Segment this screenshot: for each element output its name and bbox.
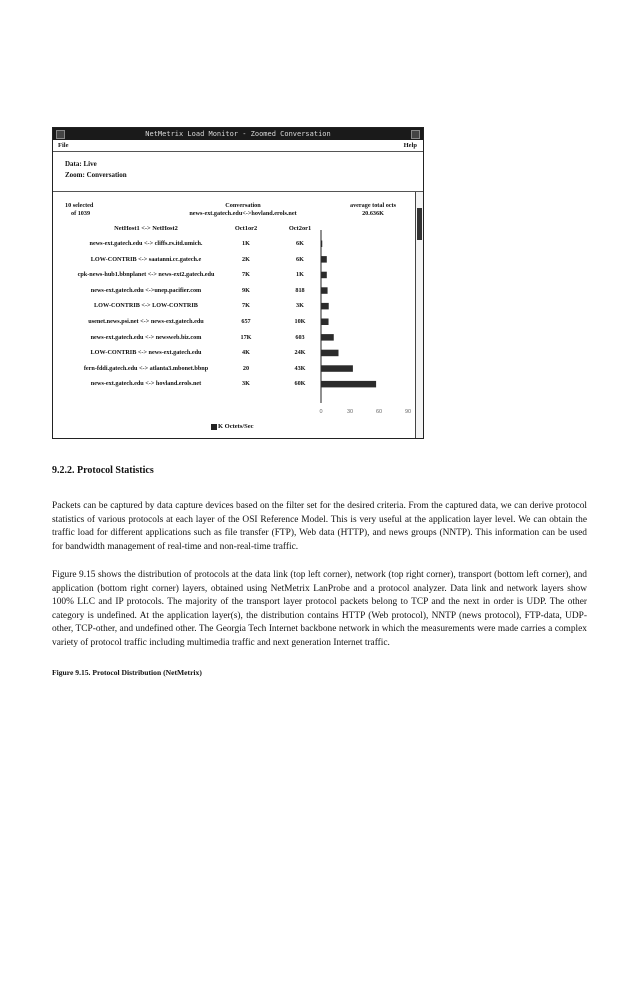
- host-pair: LOW-CONTRIB <-> news-ext.gatech.edu: [90, 349, 202, 357]
- host-pair: usenet.news.psi.net <-> news-ext.gatech.edu: [88, 318, 204, 325]
- oct1-value: 9K: [242, 286, 250, 294]
- oct2-value: 1K: [296, 271, 304, 279]
- bar-2: [321, 256, 327, 263]
- oct1-value: 2K: [242, 255, 250, 263]
- host-pair: news-ext.gatech.edu <-> newsweb.biz.com: [90, 333, 202, 341]
- host-pair: LOW-CONTRIB <-> LOW-CONTRIB: [94, 302, 198, 310]
- oct2-value: 818: [295, 286, 305, 294]
- x-tick-label: 30: [346, 409, 354, 415]
- bar-chart: [53, 128, 425, 440]
- menu-file[interactable]: File: [58, 142, 69, 149]
- col-2-header: Oct2or1: [288, 225, 312, 232]
- legend-swatch: [211, 424, 217, 430]
- x-tick-label: 60: [375, 409, 383, 415]
- oct1-value: 20: [242, 364, 250, 372]
- conversation-pair: news-ext.gatech.edu<->hovland.erols.net: [189, 210, 297, 217]
- oct1-value: 17K: [240, 333, 252, 341]
- host-pair: news-ext.gatech.edu <-> hovland.erols.net: [90, 380, 202, 388]
- zoom-label: Zoom: Conversation: [65, 171, 127, 179]
- average-label: average total octs: [349, 202, 397, 209]
- legend-label: K Octets/Sec: [218, 423, 254, 430]
- oct1-value: 4K: [242, 349, 250, 357]
- selected-label: 10 selected: [65, 202, 94, 209]
- bar-9: [321, 365, 353, 372]
- x-tick-label: 0: [319, 409, 323, 415]
- menu-help[interactable]: Help: [403, 142, 417, 149]
- host-pair: LOW-CONTRIB <-> saatanni.cc.gatech.e: [90, 255, 202, 263]
- oct1-value: 1K: [242, 240, 250, 247]
- bar-7: [321, 334, 334, 341]
- bar-3: [321, 272, 327, 279]
- oct1-value: 3K: [242, 380, 250, 388]
- section-heading: 9.2.2. Protocol Statistics: [52, 465, 154, 476]
- oct2-value: 6K: [296, 240, 304, 247]
- conversation-label: Conversation: [225, 202, 261, 209]
- figure-caption: Figure 9.15. Protocol Distribution (NetMetrix): [52, 668, 202, 677]
- oct2-value: 24K: [294, 349, 306, 357]
- bar-4: [321, 287, 328, 294]
- bar-1: [321, 241, 322, 248]
- host-pair: news-ext.gatech.edu <-> cliffs.rs.itd.umich.: [89, 240, 203, 247]
- col-1-header: Oct1or2: [234, 225, 258, 232]
- oct1-value: 7K: [242, 271, 250, 279]
- col-pair-header: NetHost1 <-> NetHost2: [114, 225, 178, 232]
- average-value: 20.636K: [362, 210, 384, 217]
- oct2-value: 60K: [294, 380, 306, 388]
- bar-5: [321, 303, 329, 310]
- window-title: NetMetrix Load Monitor - Zoomed Conversation: [145, 130, 331, 138]
- oct2-value: 6K: [296, 255, 304, 263]
- oct2-value: 43K: [294, 364, 306, 372]
- bar-6: [321, 319, 329, 326]
- netmetrix-window: [52, 127, 424, 439]
- data-label: Data: Live: [65, 160, 97, 168]
- bar-8: [321, 350, 338, 357]
- paragraph-2: Figure 9.15 shows the distribution of protocols at the data link (top left corner), network (top right corner), transport (bottom left corner), and application (bottom right corner) layers, obtained using NetMetrix LanProbe and a protocol analyzer. Data link and network layers show 100% LLC and IP protocols. The majority of the transport layer protocol packets belong to TCP and the next in order is UDP. The other category is undefined. At the application layer(s), the distribution contains HTTP (Web protocol), NNTP (news protocol), FTP-data, UDP-other, TCP-other, and undefined other. The Georgia Tech Internet backbone network in which the measurements were made carries a complex variety of protocol traffic including multimedia traffic and next generation Internet traffic.: [52, 570, 587, 648]
- oct2-value: 3K: [296, 302, 304, 310]
- x-tick-label: 90: [404, 409, 412, 415]
- total-label: of 1039: [71, 210, 91, 217]
- chart-legend: [211, 422, 254, 431]
- oct1-value: 657: [241, 318, 251, 325]
- bar-10: [321, 381, 376, 388]
- host-pair: fern-fddi.gatech.edu <-> atlanta3.mbonet.bbnp: [83, 364, 209, 372]
- oct2-value: 10K: [294, 318, 306, 325]
- host-pair: cpk-news-hub1.bbnplanet <-> news-ext2.gatech.edu: [77, 271, 215, 279]
- oct1-value: 7K: [242, 302, 250, 310]
- oct2-value: 603: [295, 333, 305, 341]
- host-pair: news-ext.gatech.edu <->unep.pacifier.com: [90, 286, 202, 294]
- paragraph-1: Packets can be captured by data capture devices based on the filter set for the desired criteria. From the captured data, we can derive protocol statistics of various protocols at each layer of the OSI Reference Model. This is very useful at the application layer level. We can obtain the traffic load for different applications such as file transfer (FTP), Web data (HTTP), and news groups (NNTP). This information can be used for bandwidth management of real-time and non-real-time traffic.: [52, 501, 587, 552]
